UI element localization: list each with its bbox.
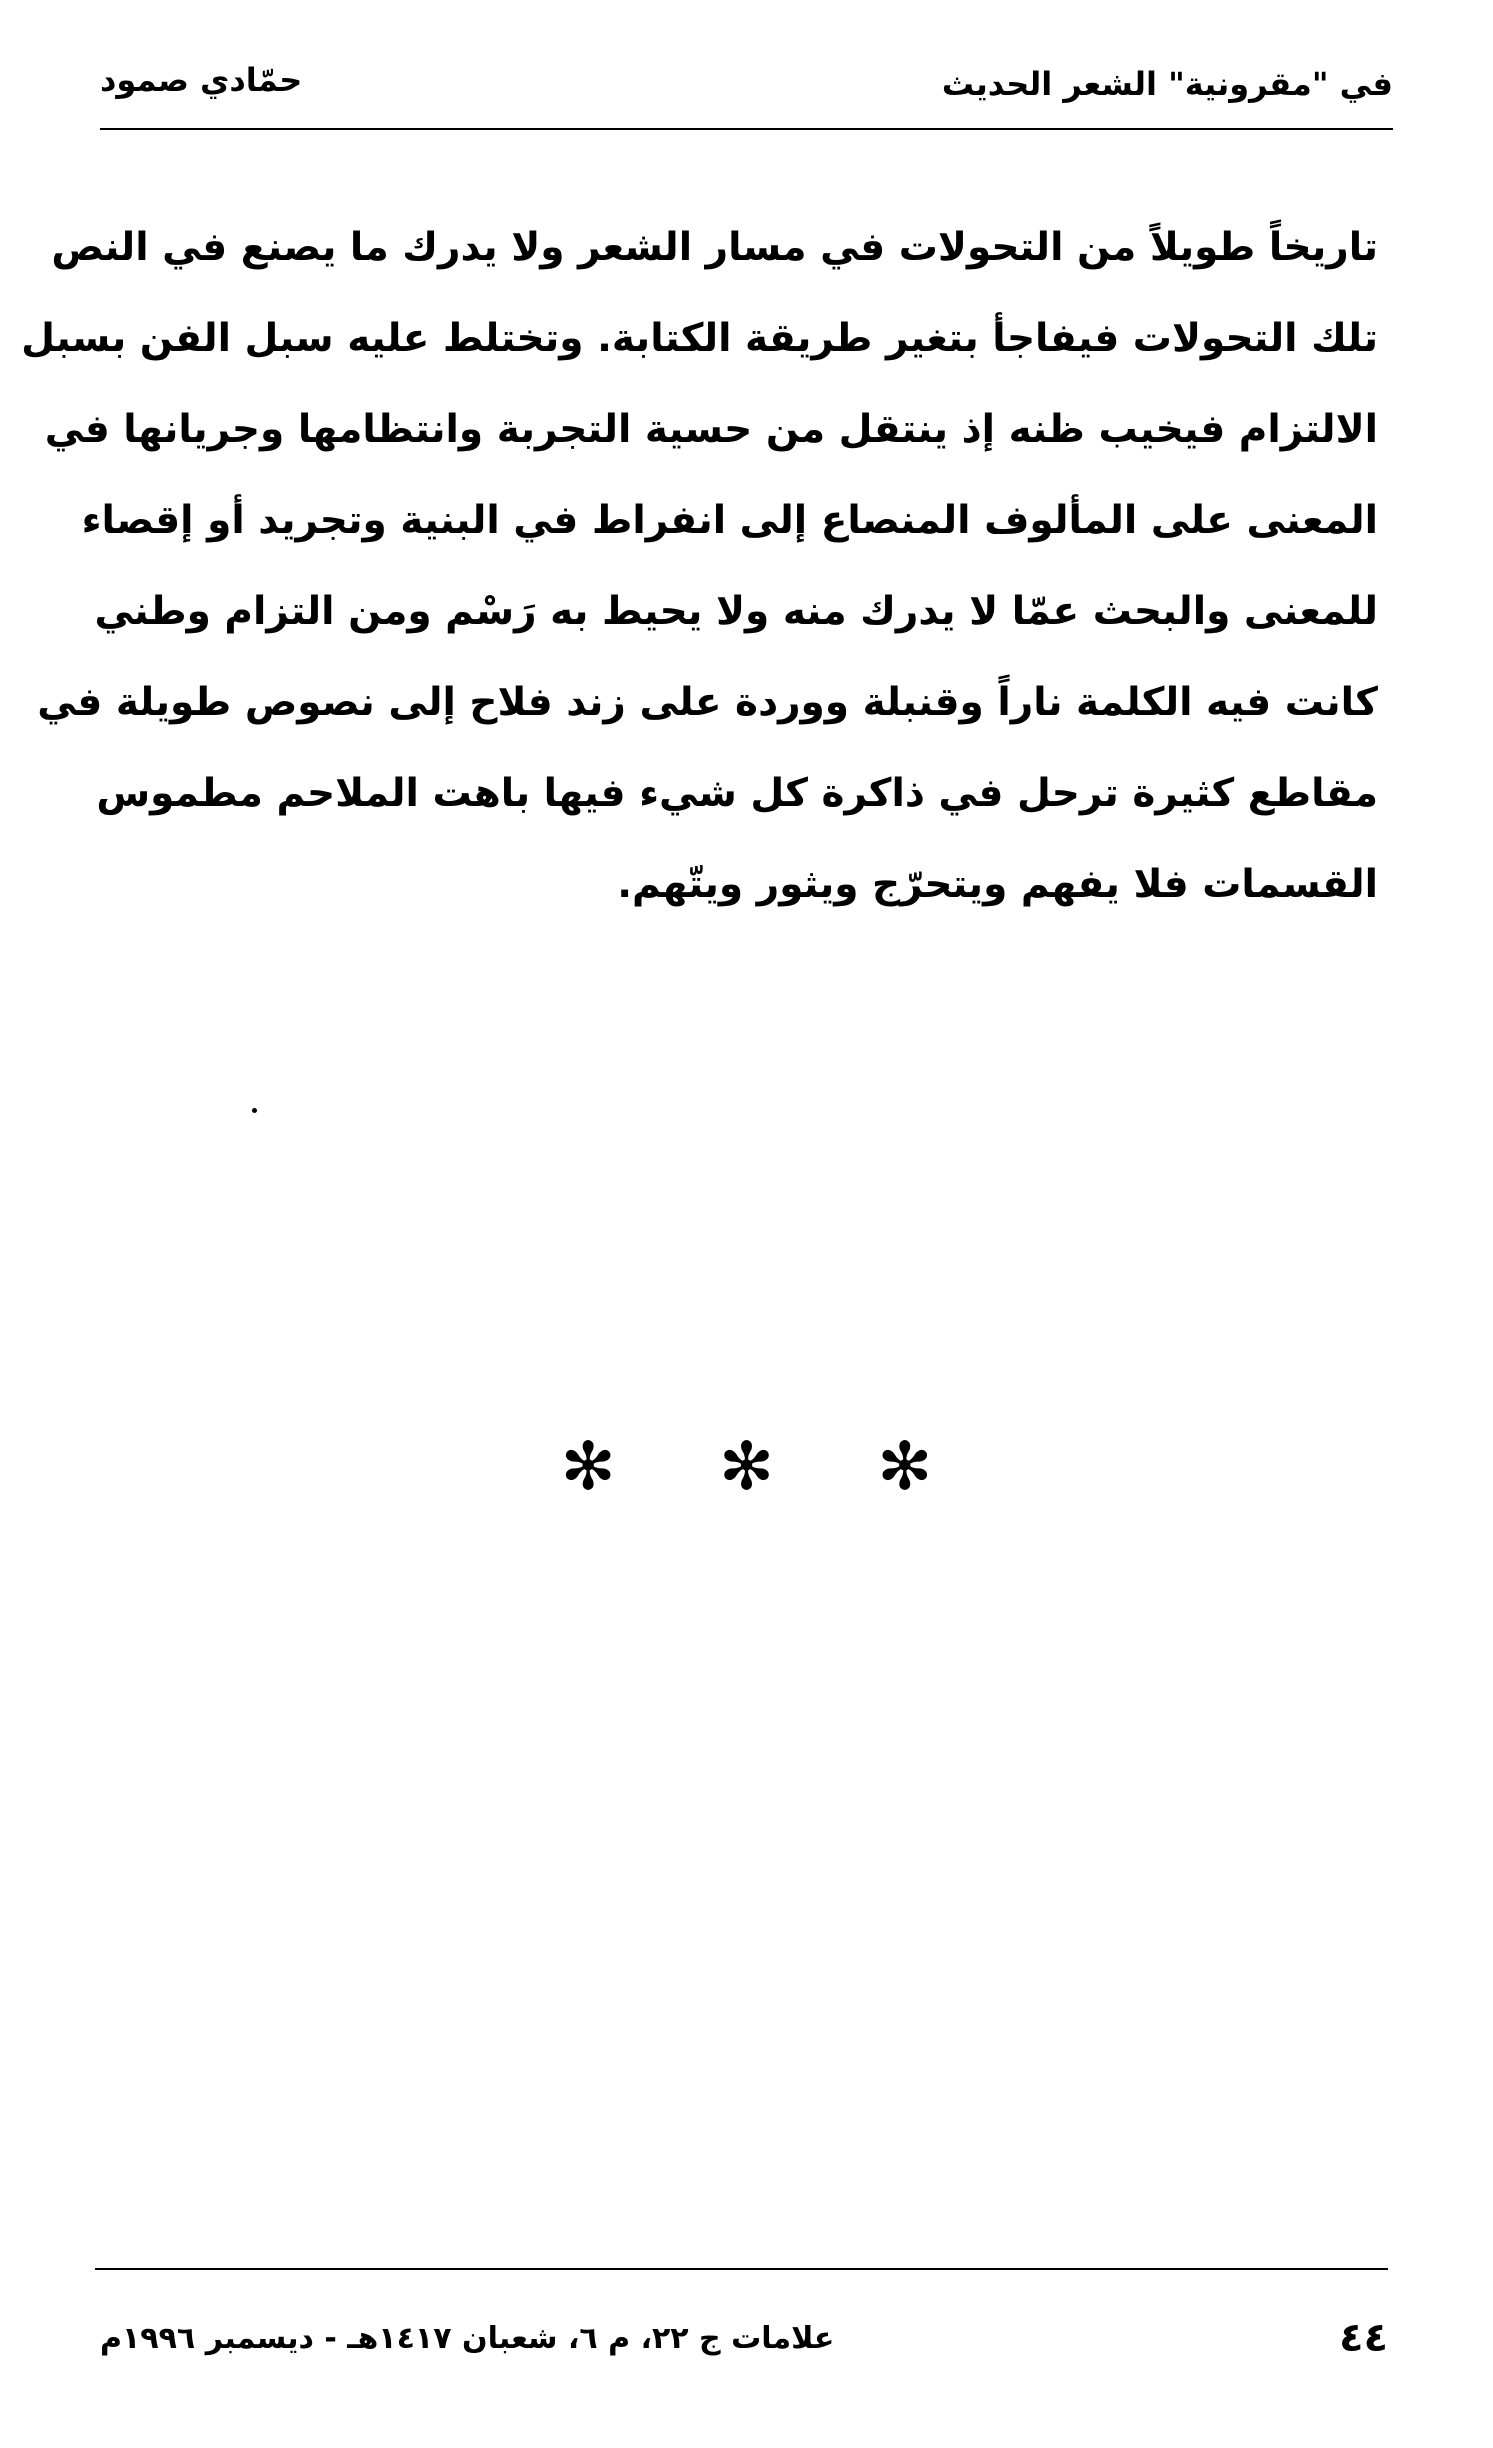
header-rule <box>100 128 1393 130</box>
body-line: تلك التحولات فيفاجأ بتغير طريقة الكتابة. وتختلط عليه سبل الفن بسبل <box>21 316 1378 361</box>
body-line: القسمات فلا يفهم ويتحرّج ويثور ويتّهم. <box>617 862 1378 907</box>
body-paragraph <box>21 218 1378 946</box>
asterisk-ornament: ✻ <box>877 1428 933 1505</box>
header-title: في "مقرونية" الشعر الحديث <box>941 65 1393 103</box>
body-line: المعنى على المألوف المنصاع إلى انفراط في البنية وتجريد أو إقصاء <box>81 498 1378 543</box>
body-line: كانت فيه الكلمة ناراً وقنبلة ووردة على زند فلاح إلى نصوص طويلة في <box>37 680 1378 725</box>
asterisk-ornament: ✻ <box>718 1428 775 1505</box>
body-line: الالتزام فيخيب ظنه إذ ينتقل من حسية التجربة وانتظامها وجريانها في <box>44 407 1378 452</box>
header-author: حمّادي صمود <box>100 61 303 99</box>
body-line: مقاطع كثيرة ترحل في ذاكرة كل شيء فيها باهت الملاحم مطموس <box>96 771 1378 816</box>
body-line: تاريخاً طويلاً من التحولات في مسار الشعر ولا يدرك ما يصنع في النص <box>51 225 1378 270</box>
running-header <box>100 55 1393 125</box>
scan-speck <box>252 1108 257 1113</box>
journal-citation: علامات ج ٢٢، م ٦، شعبان ١٤١٧هـ - ديسمبر ١٩٩٦م <box>100 2321 835 2356</box>
running-footer <box>100 2315 1388 2375</box>
asterisk-ornament: ✻ <box>560 1428 616 1505</box>
body-line: للمعنى والبحث عمّا لا يدرك منه ولا يحيط به رَسْم ومن التزام وطني <box>94 589 1378 634</box>
section-separator <box>0 1428 1493 1505</box>
footer-rule <box>95 2268 1388 2270</box>
page-number: ٤٤ <box>1339 2315 1388 2361</box>
